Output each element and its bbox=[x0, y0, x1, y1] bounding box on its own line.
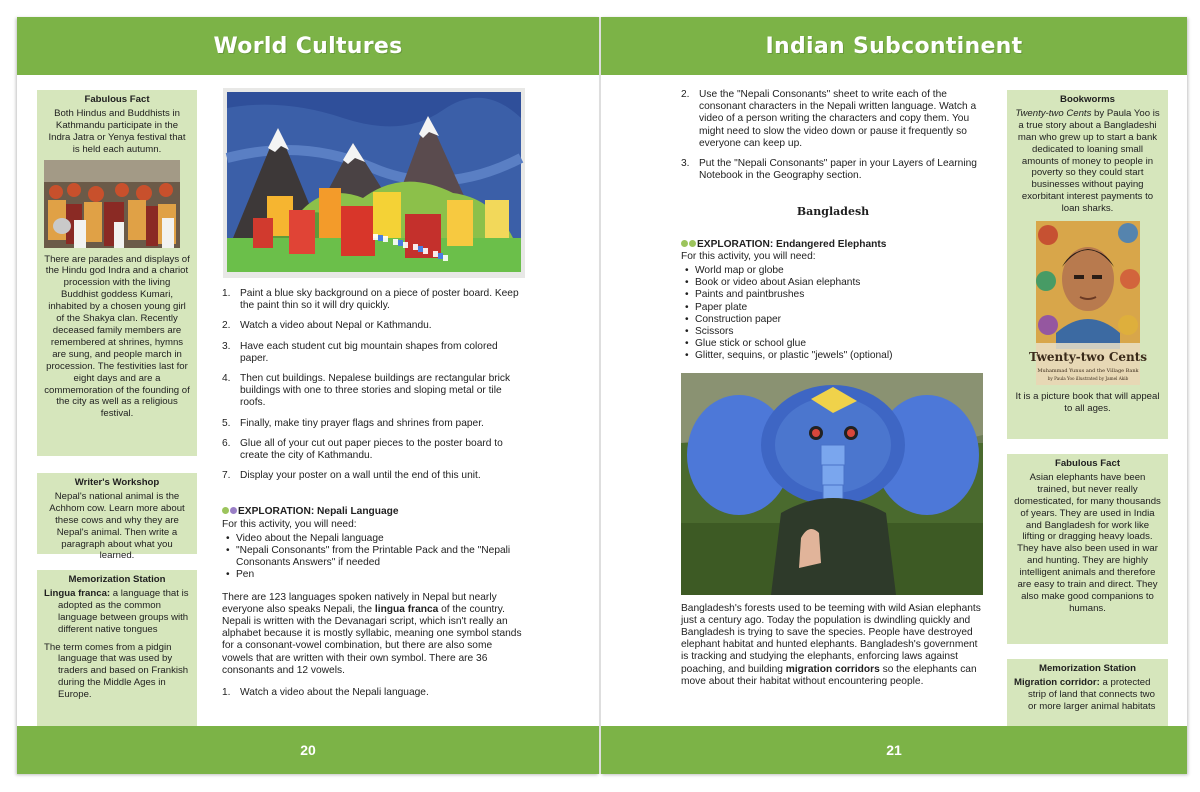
material-item: • Paper plate bbox=[695, 302, 985, 314]
book-cover-image bbox=[1028, 221, 1147, 385]
kathmandu-poster-photo bbox=[223, 88, 525, 278]
nepali-step: 3. Put the "Nepali Consonants" paper in your Layers of Learning Notebook in the Geography section. bbox=[681, 158, 977, 182]
nepali-step: 2. Use the "Nepali Consonants" sheet to write each of the consonant characters in the Nepali written language. Watch a video of a person writing the characters and copy them. You might need to slow the video down or pause it frequently so everyone can keep up. bbox=[681, 89, 977, 149]
memorization-station-box bbox=[37, 570, 197, 727]
material-item: • Pen bbox=[236, 569, 526, 581]
lingua-franca-definition: a language that is adopted as the common language between groups with different native tongues bbox=[58, 587, 189, 635]
bookworms-caption: It is a picture book that will appeal to all ages. bbox=[1015, 391, 1160, 414]
poster-step: 3. Have each student cut big mountain shapes from colored paper. bbox=[222, 340, 498, 364]
nepali-steps bbox=[222, 687, 526, 699]
bookworms-box bbox=[1007, 90, 1168, 439]
writers-workshop-box bbox=[37, 473, 197, 562]
elephant-mask-photo bbox=[681, 373, 983, 595]
poster-step: 4. Then cut buildings. Nepalese buildings are rectangular brick buildings with one to three stories and sloping metal or tile roofs. bbox=[222, 373, 511, 409]
bookworms-title: Bookworms bbox=[1060, 94, 1115, 105]
left-page bbox=[17, 17, 599, 774]
poster-steps bbox=[222, 288, 526, 482]
material-item: • Construction paper bbox=[695, 314, 985, 326]
memorization-extra: The term comes from a pidgin language that was used by traders and based on Frankish during the Middle Ages in Europe. bbox=[44, 641, 189, 701]
bangladesh-section-title: Bangladesh bbox=[796, 205, 870, 219]
right-page-title: Indian Subcontinent bbox=[765, 33, 1023, 59]
grade-dot-green-icon bbox=[681, 240, 688, 247]
left-page-header bbox=[17, 17, 599, 75]
bookworms-body: Twenty-two Cents by Paula Yoo is a true story about a Bangladeshi man who grew up to start a bank dedicated to loaning small amounts of money to people in poverty so they could start businesses without paying exorbitant interest payments to loan sharks. bbox=[1015, 107, 1160, 215]
poster-step: 2. Watch a video about Nepal or Kathmandu. bbox=[222, 320, 432, 332]
festival-photo bbox=[44, 160, 180, 248]
nepali-language-paragraph: There are 123 languages spoken natively in Nepal but nearly everyone also speaks Nepali, the lingua franca of the country. Nepali is written with the Devanagari script, which isn't really an alphabet because it is mostly syllabic, meaning one symbol stands for a consonant-vowel combination, but there are also some vowels that are written with their own symbol. There are 36 consonants and 12 vowels. bbox=[222, 591, 522, 676]
elephant-materials-list bbox=[681, 265, 985, 363]
material-item: • Scissors bbox=[695, 326, 985, 338]
poster-step: 5. Finally, make tiny prayer flags and shrines from paper. bbox=[222, 417, 484, 429]
material-item: • Video about the Nepali language bbox=[236, 533, 526, 545]
poster-step: 1. Paint a blue sky background on a piece of poster board. Keep the paint thin so it will dry quickly. bbox=[222, 288, 519, 312]
memorization-definition bbox=[1014, 677, 1161, 713]
material-item: • Glue stick or school glue bbox=[695, 338, 985, 350]
nepali-materials-list bbox=[222, 533, 526, 582]
cover-title: Twenty-two Cents bbox=[1028, 350, 1147, 365]
poster-step: 7. Display your poster on a wall until the end of this unit. bbox=[222, 470, 481, 482]
nepali-steps-continued bbox=[681, 89, 985, 182]
left-page-footer bbox=[17, 726, 599, 774]
memorization-definition bbox=[44, 588, 190, 636]
material-item: • Book or video about Asian elephants bbox=[695, 277, 985, 289]
nepali-step: 1. Watch a video about the Nepali language. bbox=[222, 687, 429, 699]
fabulous-fact-intro: Both Hindus and Buddhists in Kathmandu participate in the Indra Jatra or Yenya festival that is held each autumn. bbox=[48, 107, 186, 155]
memorization-station-box bbox=[1007, 659, 1168, 728]
grade-dot-green-icon bbox=[222, 507, 229, 514]
migration-corridor-term: Migration corridor: bbox=[1014, 676, 1100, 688]
right-page bbox=[601, 17, 1187, 774]
right-main-column bbox=[681, 89, 985, 688]
elephant-exploration-intro: For this activity, you will need: bbox=[681, 250, 816, 262]
elephant-paragraph: Bangladesh's forests used to be teeming with wild Asian elephants just a century ago. Today the population is dwindling quickly and Bangladesh is trying to save the species. People have destroyed elephant habitat and hunted elephants. Bangladesh's government is tracking and studying the elephants, enforcing laws against poaching, and building migration corridors so the elephants can move about their habitat without encountering people. bbox=[681, 602, 981, 687]
cover-subtitle: Muhammad Yunus and the Village Bank bbox=[1036, 368, 1139, 375]
fabulous-fact-title: Fabulous Fact bbox=[1054, 458, 1121, 469]
writers-workshop-body: Nepal's national animal is the Achhom cow. Learn more about these cows and why they are Nepal's animal. Then write a paragraph about what you learned. bbox=[49, 490, 185, 562]
grade-dot-purple-icon bbox=[230, 507, 237, 514]
grade-dot-green-icon bbox=[689, 240, 696, 247]
material-item: • World map or globe bbox=[695, 265, 985, 277]
material-item: • Glitter, sequins, or plastic "jewels" (optional) bbox=[695, 350, 985, 362]
left-page-number: 20 bbox=[300, 742, 316, 758]
lingua-franca-term: Lingua franca: bbox=[44, 587, 111, 599]
nepali-exploration-intro: For this activity, you will need: bbox=[222, 518, 357, 530]
writers-workshop-title: Writer's Workshop bbox=[74, 477, 160, 488]
material-item: • "Nepali Consonants" from the Printable Pack and the "Nepali Consonants Answers" if needed bbox=[236, 545, 526, 569]
right-page-header bbox=[601, 17, 1187, 75]
fabulous-fact-box bbox=[1007, 454, 1168, 644]
cover-credit: by Paula Yoo illustrated by Jamel Akib bbox=[1047, 376, 1128, 382]
nepali-exploration-heading: EXPLORATION: Nepali Language bbox=[222, 506, 526, 518]
elephant-exploration-heading: EXPLORATION: Endangered Elephants bbox=[681, 239, 985, 251]
fabulous-fact-title: Fabulous Fact bbox=[84, 94, 150, 105]
migration-corridor-definition: a protected strip of land that connects two or more larger animal habitats bbox=[1028, 676, 1156, 712]
memorization-station-title: Memorization Station bbox=[1038, 663, 1136, 674]
fabulous-fact-body: There are parades and displays of the Hindu god Indra and a chariot procession with the living Buddhist goddess Kumari, inhabited by a chosen young girl of the Shakya clan. Recently deceased family members are remembered at shrines, hymns are sung, and people march in procession. The festivities last for eight days and are a commemoration of the founding of the city as well as a religious festival. bbox=[44, 253, 190, 420]
fabulous-fact-body: Asian elephants have been trained, but never really domesticated, for many thousands of years. They are used in India and Bangladesh for work like lifting or dragging heavy loads. They have also been used in war and hunting. They are highly intelligent animals and therefore are easy to train and direct. They also make good companions to humans. bbox=[1014, 471, 1161, 614]
left-page-title: World Cultures bbox=[213, 33, 403, 59]
right-page-number: 21 bbox=[886, 742, 902, 758]
material-item: • Paints and paintbrushes bbox=[695, 289, 985, 301]
right-page-footer bbox=[601, 726, 1187, 774]
poster-step: 6. Glue all of your cut out paper pieces to the poster board to create the city of Kathmandu. bbox=[222, 437, 503, 462]
left-main-column bbox=[222, 288, 526, 707]
fabulous-fact-box bbox=[37, 90, 197, 456]
memorization-station-title: Memorization Station bbox=[68, 574, 166, 585]
